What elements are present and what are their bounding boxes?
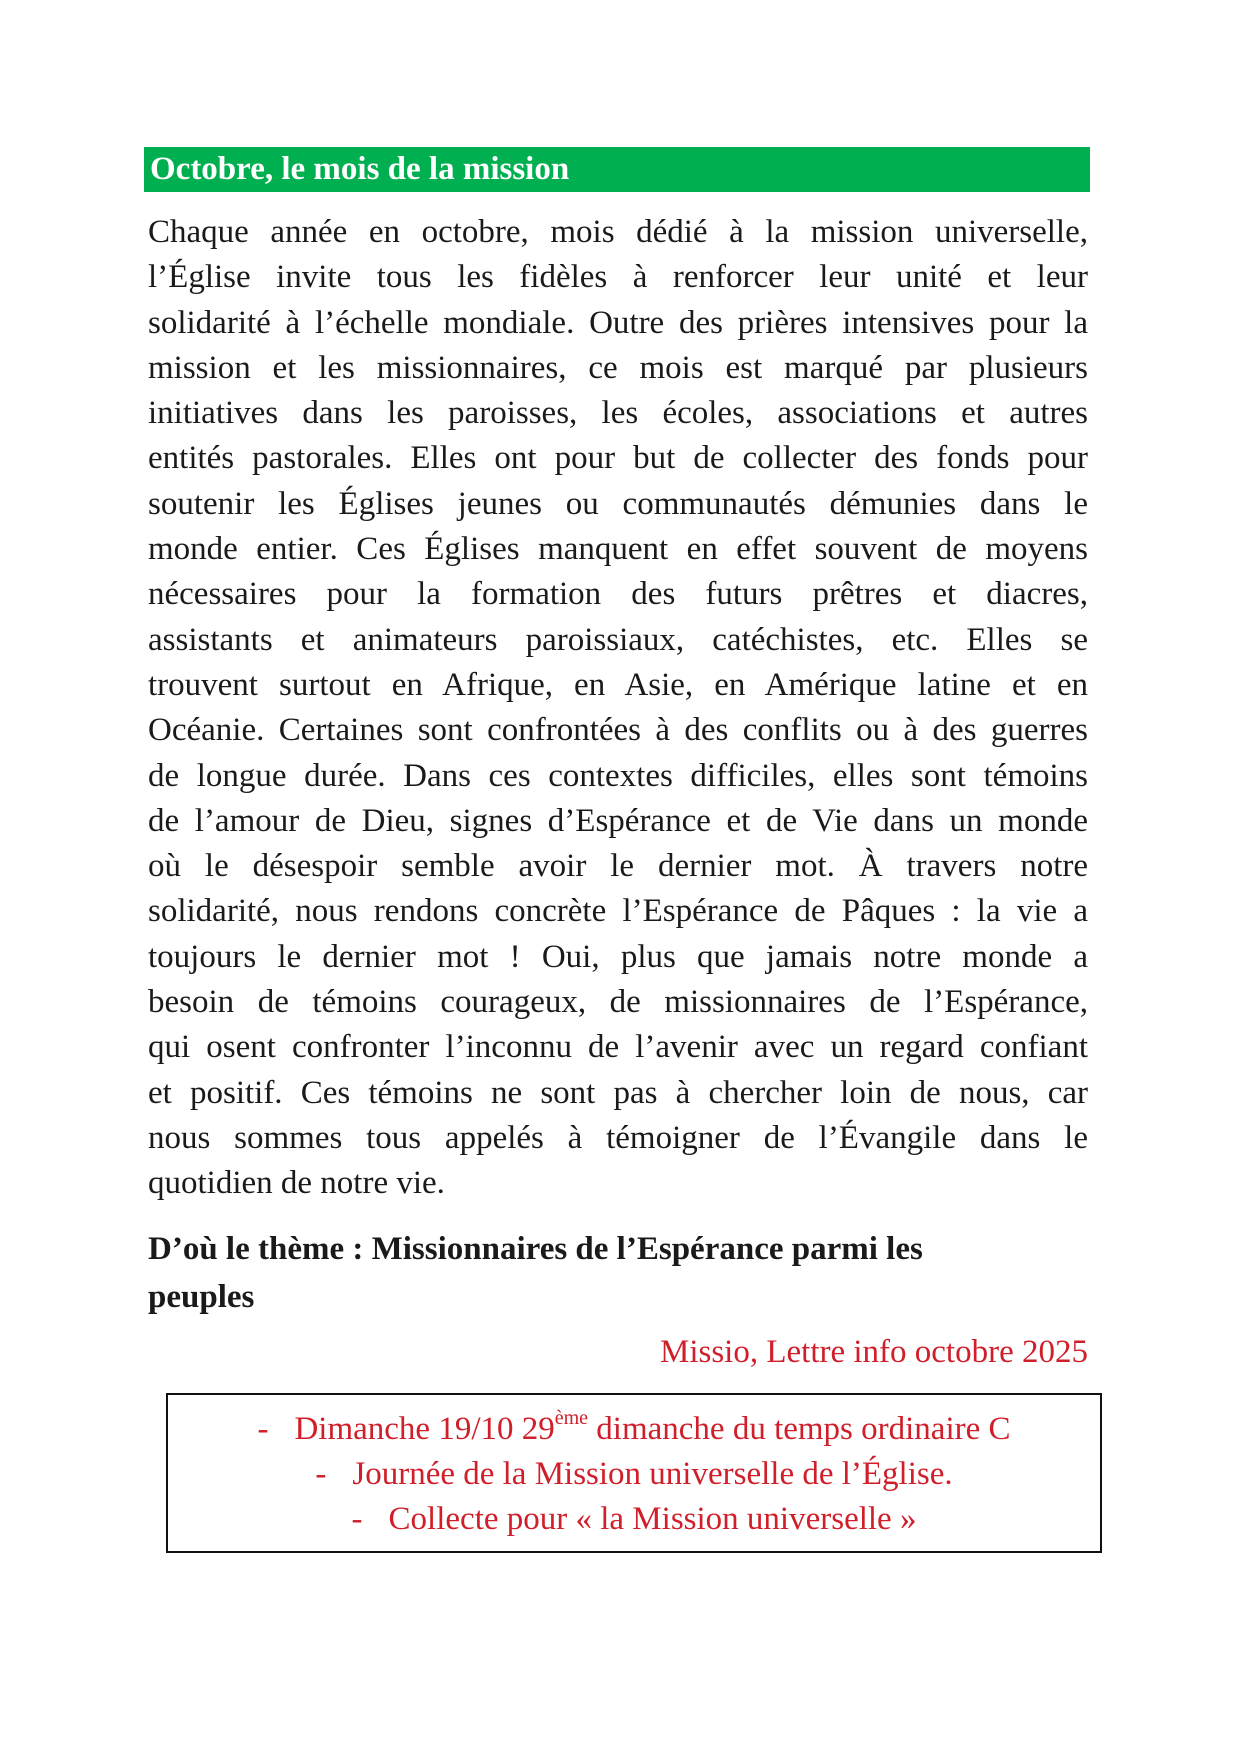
paragraph-line: monde entier. Ces Églises manquent en effet souvent de moyens — [148, 531, 1088, 568]
announcement-item — [168, 1452, 1100, 1497]
announcement-item — [168, 1497, 1100, 1542]
paragraph-line: nécessaires pour la formation des futurs prêtres et diacres, — [148, 576, 1088, 613]
announcement-item — [168, 1407, 1100, 1452]
paragraph-line: solidarité à l’échelle mondiale. Outre des prières intensives pour la — [148, 304, 1088, 341]
ordinal-suffix: ème — [554, 1407, 589, 1429]
theme-line: D’où le thème : Missionnaires de l’Espérance parmi les — [148, 1231, 923, 1267]
section-heading: Octobre, le mois de la mission — [150, 151, 570, 187]
paragraph-line: entités pastorales. Elles ont pour but de collecter des fonds pour — [148, 440, 1088, 477]
paragraph-line: et positif. Ces témoins ne sont pas à chercher loin de nous, car — [148, 1074, 1088, 1111]
announcement-box — [166, 1393, 1102, 1553]
paragraph-line: nous sommes tous appelés à témoigner de l’Évangile dans le — [148, 1119, 1088, 1156]
paragraph-line: mission et les missionnaires, ce mois est marqué par plusieurs — [148, 349, 1088, 386]
announcement-list — [168, 1407, 1100, 1542]
announcement-text: dimanche du temps ordinaire C — [588, 1411, 1011, 1447]
paragraph-line: besoin de témoins courageux, de missionnaires de l’Espérance, — [148, 984, 1088, 1021]
paragraph-line: solidarité, nous rendons concrète l’Espérance de Pâques : la vie a — [148, 893, 1088, 930]
paragraph-line: initiatives dans les paroisses, les écoles, associations et autres — [148, 395, 1088, 432]
theme-line: peuples — [148, 1279, 255, 1315]
theme-statement — [148, 1225, 1088, 1321]
list-dash: - — [315, 1456, 327, 1492]
paragraph-line: soutenir les Églises jeunes ou communautés démunies dans le — [148, 485, 1088, 522]
paragraph-line: Chaque année en octobre, mois dédié à la mission universelle, — [148, 214, 1088, 250]
paragraph-line: quotidien de notre vie. — [148, 1165, 445, 1202]
paragraph-line: l’Église invite tous les fidèles à renforcer leur unité et leur — [148, 259, 1088, 296]
paragraph-line: qui osent confronter l’inconnu de l’avenir avec un regard confiant — [148, 1029, 1088, 1066]
source-attribution: Missio, Lettre info octobre 2025 — [659, 1334, 1088, 1370]
announcement-text: Dimanche 19/10 29 — [294, 1411, 555, 1447]
body-paragraph — [148, 210, 1088, 1207]
paragraph-line: trouvent surtout en Afrique, en Asie, en Amérique latine et en — [148, 666, 1088, 703]
paragraph-line: où le désespoir semble avoir le dernier mot. À travers notre — [148, 848, 1088, 885]
announcement-text: Journée de la Mission universelle de l’Église. — [352, 1456, 953, 1492]
list-dash: - — [351, 1501, 363, 1537]
paragraph-line: assistants et animateurs paroissiaux, catéchistes, etc. Elles se — [148, 621, 1088, 658]
paragraph-line: de l’amour de Dieu, signes d’Espérance et de Vie dans un monde — [148, 802, 1088, 839]
paragraph-line: toujours le dernier mot ! Oui, plus que jamais notre monde a — [148, 938, 1088, 975]
section-heading-bar — [144, 147, 1090, 192]
announcement-text: Collecte pour « la Mission universelle » — [388, 1501, 917, 1537]
paragraph-line: Océanie. Certaines sont confrontées à des conflits ou à des guerres — [148, 712, 1088, 749]
list-dash: - — [257, 1411, 269, 1447]
paragraph-line: de longue durée. Dans ces contextes difficiles, elles sont témoins — [148, 757, 1088, 794]
